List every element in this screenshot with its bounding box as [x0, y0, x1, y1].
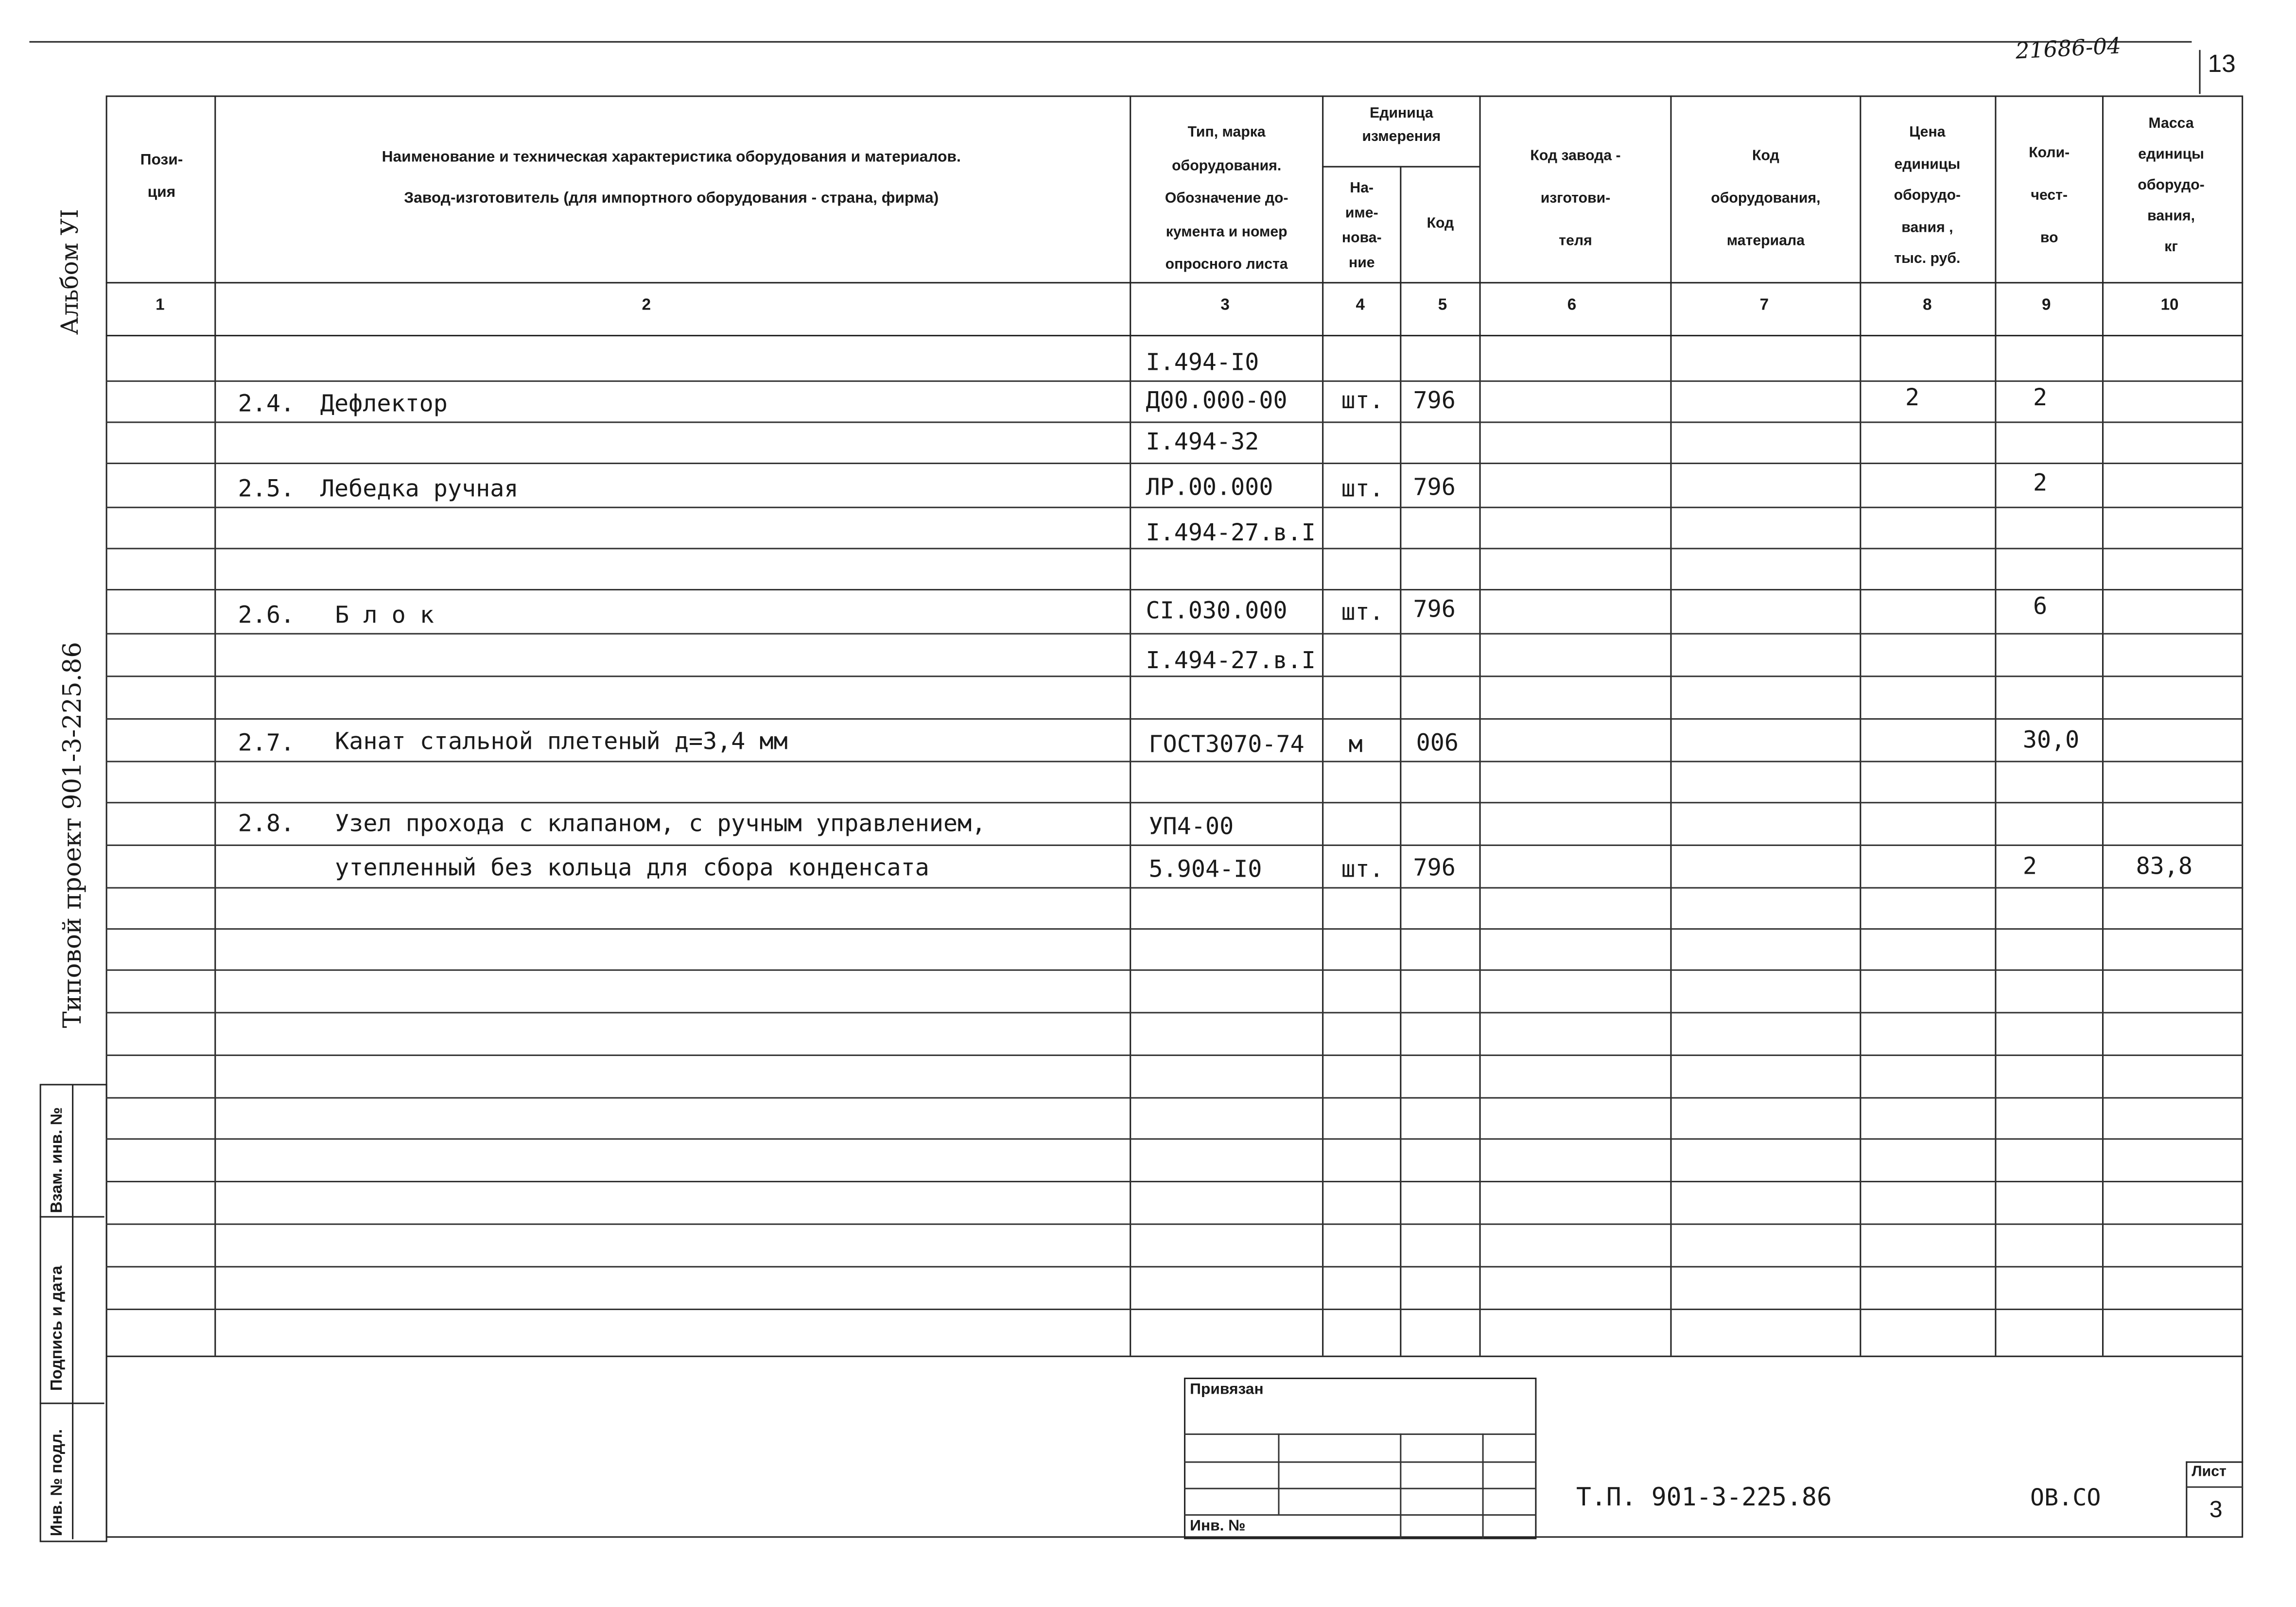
binding-divider [1482, 1434, 1484, 1539]
hdr-unit-code: Код [1426, 216, 1454, 232]
row-rule [106, 675, 2244, 677]
row-8-unit: м [1348, 730, 1363, 758]
row-6-position: 2.6. [238, 601, 295, 629]
row-rule [106, 761, 2244, 762]
row-3-type: I.494-32 [1146, 427, 1259, 455]
row-6-type: СI.030.000 [1146, 596, 1287, 624]
row-rule [106, 1097, 2244, 1099]
col-divider [1670, 95, 1671, 1355]
col-number: 1 [156, 296, 165, 314]
col-number: 7 [1759, 296, 1769, 314]
page-number-frame [2199, 50, 2201, 94]
col-divider [1860, 95, 1861, 1355]
side-stamp-signature: Подпись и дата [48, 1265, 67, 1391]
album-label: Альбом УI [55, 209, 84, 335]
document-designation: Т.П. 901-3-225.86 [1576, 1483, 1832, 1513]
row-4-position: 2.5. [238, 474, 295, 502]
row-rule [106, 718, 2244, 720]
row-8-code: 006 [1416, 728, 1459, 757]
col-number: 10 [2160, 296, 2179, 314]
row-rule [106, 1054, 2244, 1056]
row-6-name: Б л о к [335, 601, 434, 629]
side-stamp-rule [40, 1402, 104, 1404]
row-10-name: утепленный без кольца для сбора конденсата [335, 853, 929, 881]
row-8-quantity: 30,0 [2022, 726, 2080, 754]
row-rule [106, 1266, 2244, 1267]
row-10-code: 796 [1413, 853, 1456, 881]
col-divider [1322, 95, 1323, 1355]
side-stamp-rule [40, 1216, 104, 1218]
unit-header-rule [1322, 166, 1479, 168]
side-stamp-inv: Инв. № подл. [48, 1429, 67, 1537]
hdr-quantity: Коли- чест- во [2029, 145, 2070, 247]
row-9-name: Узел прохода с клапаном, с ручным управлением, [335, 809, 986, 837]
hdr-mass: Масса единицы оборудо- вания, кг [2138, 116, 2205, 256]
side-stamp-replaced: Взам. инв. № [48, 1107, 67, 1213]
row-rule [106, 1138, 2244, 1140]
col-number: 9 [2041, 296, 2051, 314]
row-2-code: 796 [1413, 386, 1456, 415]
row-7-type: I.494-27.в.I [1146, 646, 1316, 674]
hdr-position: Пози- ция [140, 151, 183, 202]
row-4-quantity: 2 [2033, 468, 2048, 497]
col-number: 6 [1567, 296, 1577, 314]
row-8-name: Канат стальной плетеный д=3,4 мм [335, 727, 788, 755]
row-4-type: ЛР.00.000 [1146, 473, 1273, 501]
row-rule [106, 633, 2244, 635]
row-10-mass: 83,8 [2136, 851, 2193, 880]
table-bottom-rule [106, 1356, 2244, 1357]
row-2-type: Д00.000-00 [1146, 386, 1287, 415]
numbers-bottom-rule [106, 335, 2244, 336]
row-9-position: 2.8. [238, 809, 295, 837]
hdr-price: Цена единицы оборудо- вания , тыс. руб. [1894, 124, 1961, 268]
binding-label: Привязан [1190, 1381, 1264, 1399]
binding-divider [1400, 1434, 1401, 1539]
row-rule [106, 887, 2244, 889]
row-rule [106, 380, 2244, 382]
row-rule [106, 548, 2244, 549]
row-6-unit: шт. [1341, 598, 1384, 626]
row-4-unit: шт. [1341, 474, 1384, 502]
row-8-type: ГОСТ3070-74 [1148, 730, 1305, 758]
sheet-number: 3 [2209, 1498, 2223, 1523]
row-rule [106, 1181, 2244, 1182]
row-4-name: Лебедка ручная [320, 474, 519, 502]
col-number: 3 [1220, 296, 1230, 314]
row-rule [106, 1224, 2244, 1225]
project-label: Типовой проект 901-3-225.86 [58, 641, 88, 1028]
row-rule [106, 928, 2244, 930]
sheet-box-rule [2186, 1486, 2243, 1488]
col-divider [1479, 95, 1481, 1355]
hdr-unit-name: На- име- нова- ние [1341, 180, 1382, 272]
col-number: 8 [1923, 296, 1932, 314]
sheet-label: Лист [2192, 1464, 2226, 1481]
row-2-quantity: 2 [2033, 383, 2048, 412]
col-divider [1995, 95, 1996, 1355]
row-rule [106, 969, 2244, 971]
hdr-factory-code: Код завода - изготови- теля [1530, 148, 1621, 250]
document-code: ОВ.СО [2030, 1483, 2101, 1512]
page-number: 13 [2208, 50, 2236, 78]
row-2-unit: шт. [1341, 386, 1384, 415]
col-divider [1130, 95, 1131, 1355]
row-10-unit: шт. [1341, 855, 1384, 883]
row-rule [106, 421, 2244, 423]
side-stamp-divider [72, 1084, 73, 1539]
hdr-name: Наименование и техническая характеристика оборудования и материалов. Завод-изготовитель (для импортного оборудования - страна, фирма) [382, 148, 961, 207]
row-2-name: Дефлектор [320, 389, 448, 417]
row-2-price: 2 [1905, 383, 1920, 412]
row-rule [106, 1012, 2244, 1013]
col-divider [214, 95, 216, 1355]
row-10-quantity: 2 [2022, 851, 2037, 880]
hdr-type: Тип, марка оборудования. Обозначение до- кумента и номер опросного листа [1165, 124, 1288, 274]
row-rule [106, 589, 2244, 590]
hdr-equipment-code: Код оборудования, материала [1711, 148, 1821, 250]
row-9-type: УП4-00 [1148, 812, 1234, 840]
col-number: 4 [1356, 296, 1365, 314]
row-rule [106, 845, 2244, 846]
row-6-quantity: 6 [2033, 592, 2048, 620]
row-5-type: I.494-27.в.I [1146, 518, 1316, 547]
row-10-type: 5.904-I0 [1148, 855, 1262, 883]
col-divider [2102, 95, 2104, 1355]
doc-number-handwritten: 21686-04 [2015, 32, 2122, 65]
row-6-code: 796 [1413, 595, 1456, 623]
binding-divider [1278, 1434, 1279, 1514]
row-rule [106, 463, 2244, 464]
inventory-label: Инв. № [1190, 1517, 1246, 1535]
col-number: 2 [642, 296, 651, 314]
top-rule [29, 41, 2192, 43]
row-2-position: 2.4. [238, 389, 295, 417]
row-rule [106, 802, 2244, 803]
row-4-code: 796 [1413, 473, 1456, 501]
row-rule [106, 507, 2244, 508]
row-8-position: 2.7. [238, 728, 295, 757]
row-rule [106, 1309, 2244, 1310]
col-number: 5 [1438, 296, 1447, 314]
row-1-type: I.494-I0 [1146, 348, 1259, 376]
hdr-unit: Единица измерения [1362, 105, 1441, 146]
